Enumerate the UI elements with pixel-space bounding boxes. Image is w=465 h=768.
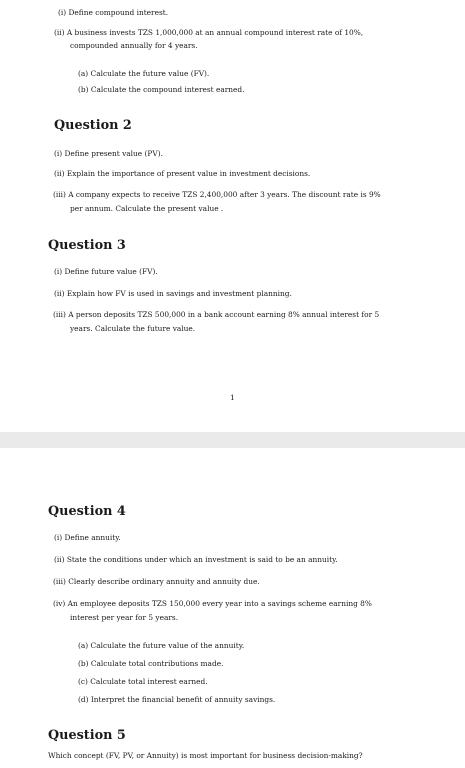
question-3-item-ii [54, 288, 292, 300]
item-text: years. Calculate the future value. [70, 324, 196, 333]
item-number: (iv) [53, 599, 66, 608]
question-3-item-iii [53, 309, 379, 321]
item-text: State the conditions under which an investment is said to be an annuity. [66, 555, 338, 564]
item-text: A company expects to receive TZS 2,400,000 after 3 years. The discount rate is 9% [68, 190, 381, 199]
question-4-item-iv-continued [70, 612, 178, 624]
item-number: (ii) [54, 28, 65, 37]
item-text: Explain how FV is used in savings and investment planning. [66, 289, 292, 298]
item-text: Define compound interest. [68, 8, 169, 17]
question-4-subitem-a [78, 640, 244, 652]
page-separator [0, 432, 465, 448]
item-text: compounded annually for 4 years. [70, 41, 198, 50]
item-text: Define future value (FV). [64, 267, 158, 276]
question-2-title: Question 2 [54, 118, 132, 133]
item-text: Calculate total contributions made. [90, 659, 224, 668]
item-number: (ii) [54, 169, 65, 178]
question-2-item-iii-continued [70, 203, 223, 215]
item-number: (iii) [53, 190, 66, 199]
question-3-item-i [54, 266, 158, 278]
item-text: Calculate the future value (FV). [90, 69, 210, 78]
question-1-subitem-b [78, 84, 245, 96]
item-text: Define annuity. [64, 533, 121, 542]
question-5-text: Which concept (FV, PV, or Annuity) is most important for business decision-making? [48, 751, 363, 760]
document-page-2 [0, 448, 465, 768]
item-text: Calculate the compound interest earned. [90, 85, 245, 94]
question-4-item-iv [53, 598, 372, 610]
item-number: (ii) [54, 555, 65, 564]
item-text: Interpret the financial benefit of annuity savings. [90, 695, 276, 704]
question-3-item-iii-continued [70, 323, 195, 335]
question-4-item-ii [54, 554, 338, 566]
question-1-subitem-a [78, 68, 209, 80]
question-1-item-ii [54, 27, 363, 39]
question-2-item-i [54, 148, 163, 160]
item-text: A business invests TZS 1,000,000 at an annual compound interest rate of 10%, [66, 28, 364, 37]
item-text: An employee deposits TZS 150,000 every year into a savings scheme earning 8% [67, 599, 372, 608]
question-4-item-i [54, 532, 121, 544]
item-text: Explain the importance of present value in investment decisions. [66, 169, 311, 178]
question-2-item-ii [54, 168, 310, 180]
item-number: (i) [54, 267, 63, 276]
item-text: Calculate total interest earned. [90, 677, 208, 686]
item-number: (iii) [53, 577, 66, 586]
item-number: (i) [54, 533, 63, 542]
item-number: (a) [78, 69, 89, 78]
question-4-subitem-c [78, 676, 208, 688]
item-number: (b) [78, 659, 89, 668]
item-number: (iii) [53, 310, 66, 319]
question-2-item-iii [53, 189, 381, 201]
item-number: (a) [78, 641, 89, 650]
question-4-subitem-b [78, 658, 223, 670]
question-1-item-i [58, 7, 168, 19]
page-number: 1 [230, 393, 235, 402]
item-number: (c) [78, 677, 88, 686]
item-number: (i) [58, 8, 67, 17]
question-4-item-iii [53, 576, 260, 588]
question-5-title: Question 5 [48, 728, 126, 743]
item-number: (b) [78, 85, 89, 94]
item-number: (ii) [54, 289, 65, 298]
item-text: Clearly describe ordinary annuity and annuity due. [68, 577, 260, 586]
item-number: (d) [78, 695, 89, 704]
item-text: Define present value (PV). [64, 149, 163, 158]
item-text: Calculate the future value of the annuity. [90, 641, 245, 650]
question-3-title: Question 3 [48, 238, 126, 253]
item-text: interest per year for 5 years. [70, 613, 179, 622]
item-text: per annum. Calculate the present value . [70, 204, 224, 213]
item-number: (i) [54, 149, 63, 158]
question-1-item-ii-continued [70, 40, 198, 52]
question-4-subitem-d [78, 694, 275, 706]
question-4-title: Question 4 [48, 504, 126, 519]
item-text: A person deposits TZS 500,000 in a bank account earning 8% annual interest for 5 [68, 310, 380, 319]
